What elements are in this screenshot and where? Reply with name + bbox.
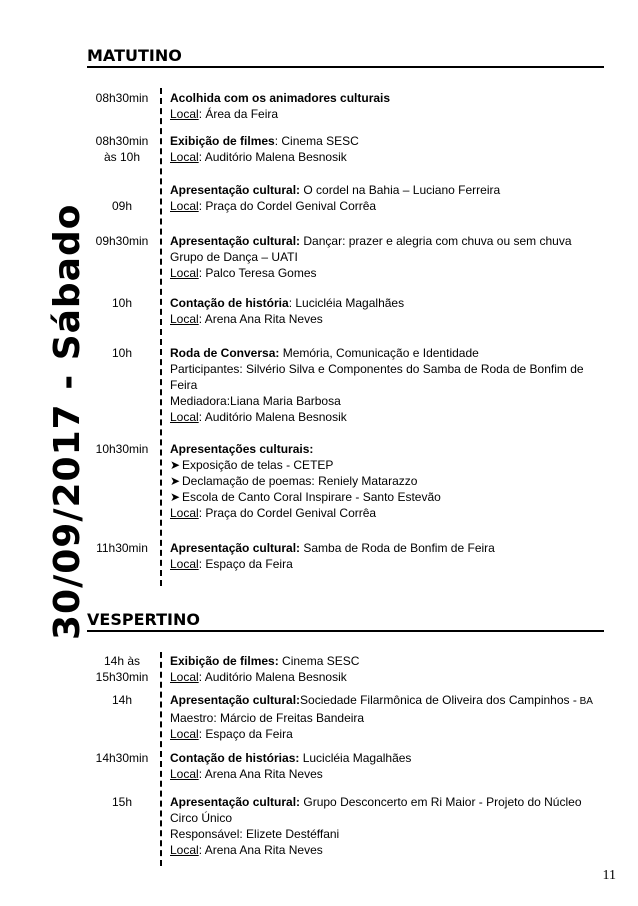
section-heading-text: VESPERTINO [87,610,200,629]
section-heading-morning [87,48,604,68]
entry-location-line [170,669,605,685]
entry-detail: Sociedade Filarmônica de Oliveira dos Campinhos - [300,693,577,707]
entry-location-line [170,726,605,742]
entry-detail: Cinema SESC [278,654,360,668]
location-value: : Auditório Malena Besnosik [198,410,347,424]
location-value: : Arena Ana Rita Neves [198,767,323,781]
schedule-entry [170,133,605,165]
section-heading-afternoon [87,612,604,632]
location-value: : Espaço da Feira [198,727,293,741]
schedule-entry [170,750,605,782]
location-label: Local [170,727,199,741]
arrow-bullet-icon: ➤ [170,490,181,504]
location-value: : Praça do Cordel Genival Corrêa [198,199,377,213]
time-line: 15h [111,795,133,809]
schedule-time [86,750,158,766]
entry-title: Apresentação cultural: [170,183,301,197]
bullet-item [170,489,605,505]
entry-location-line [170,556,605,572]
entry-detail-line: Participantes: Silvério Silva e Componentes do Samba de Roda de Bonfim de [170,362,584,376]
entry-detail-line: Circo Único [170,811,233,825]
location-label: Local [170,767,199,781]
bullet-text: Declamação de poemas: Reniely Matarazzo [182,474,418,488]
location-label: Local [170,199,199,213]
entry-title: Exibição de filmes [170,134,275,148]
schedule-entry [170,692,605,742]
entry-title-line [170,441,605,457]
schedule-entry [170,540,605,572]
entry-title: Contação de histórias: [170,751,300,765]
entry-title-line [170,692,605,710]
schedule-divider-line [160,652,162,866]
time-line: 09h [111,199,133,213]
entry-location-line [170,311,605,327]
entry-detail: Samba de Roda de Bonfim de Feira [300,541,495,555]
entry-location-line [170,149,605,165]
time-line: 10h [111,346,133,360]
location-label: Local [170,557,199,571]
entry-title-line [170,182,605,198]
schedule-time [86,295,158,311]
location-label: Local [170,107,199,121]
entry-title-line [170,90,605,106]
entry-detail: Memória, Comunicação e Identidade [279,346,479,360]
entry-detail-suffix: BA [576,696,593,707]
entry-detail: : Lucicléia Magalhães [288,296,405,310]
location-value: : Palco Teresa Gomes [198,266,317,280]
rotated-date-title: 30/09/2017 - Sábado [47,203,88,640]
time-line: 09h30min [95,234,149,248]
location-label: Local [170,410,199,424]
entry-title-line [170,295,605,311]
schedule-time [86,90,158,106]
schedule-time [86,692,158,708]
time-line: 08h30min [95,91,149,105]
schedule-entry [170,794,605,858]
page-number: 11 [602,868,616,883]
entry-detail: Dançar: prazer e alegria com chuva ou sem chuva [300,234,572,248]
entry-location-line [170,766,605,782]
time-line: 14h [111,693,133,707]
entry-detail-line: Feira [170,378,198,392]
entry-title: Contação de história [170,296,289,310]
entry-detail-line: Responsável: Elizete Destéffani [170,827,340,841]
time-line: 14h às [103,654,141,668]
bullet-item [170,457,605,473]
entry-detail: Lucicléia Magalhães [299,751,412,765]
time-line: 10h [111,296,133,310]
entry-detail-line: Mediadora:Liana Maria Barbosa [170,394,341,408]
entry-title-line [170,653,605,669]
entry-detail-line: Maestro: Márcio de Freitas Bandeira [170,711,365,725]
entry-title: Roda de Conversa: [170,346,280,360]
time-line: 11h30min [96,541,148,555]
schedule-time [86,794,158,810]
time-line: 14h30min [95,751,149,765]
location-label: Local [170,670,199,684]
arrow-bullet-icon: ➤ [170,458,181,472]
entry-title-line [170,750,605,766]
entry-title: Apresentação cultural: [170,541,301,555]
schedule-entry [170,345,605,425]
entry-detail: Grupo Desconcerto em Ri Maior - Projeto do Núcleo [300,795,582,809]
time-line: 15h30min [95,670,149,684]
entry-title: Apresentação cultural: [170,234,301,248]
entry-title-line [170,133,605,149]
schedule-time [86,133,158,165]
schedule-time [86,540,158,556]
schedule-divider-line [160,88,162,586]
entry-detail: : Cinema SESC [274,134,359,148]
section-heading-text: MATUTINO [87,46,182,65]
schedule-entry [170,182,605,214]
entry-title-line [170,233,605,249]
bullet-text: Exposição de telas - CETEP [182,458,334,472]
location-value: : Espaço da Feira [198,557,293,571]
schedule-entry [170,653,605,685]
bullet-text: Escola de Canto Coral Inspirare - Santo Estevão [182,490,441,504]
entry-title: Apresentação cultural: [170,693,301,707]
time-line: às 10h [103,150,141,164]
entry-location-line [170,106,605,122]
schedule-time [86,233,158,249]
location-label: Local [170,150,199,164]
entry-title: Acolhida com os animadores culturais [170,91,391,105]
location-value: : Área da Feira [198,107,279,121]
entry-location-line [170,505,605,521]
time-line: 10h30min [95,442,149,456]
time-line: 08h30min [95,134,149,148]
schedule-entry [170,441,605,521]
schedule-time [86,198,158,214]
bullet-item [170,473,605,489]
location-label: Local [170,312,199,326]
entry-detail-line: Grupo de Dança – UATI [170,250,298,264]
location-value: : Praça do Cordel Genival Corrêa [198,506,377,520]
location-label: Local [170,266,199,280]
schedule-entry [170,90,605,122]
schedule-entry [170,295,605,327]
schedule-entry [170,233,605,281]
location-label: Local [170,843,199,857]
entry-location-line [170,842,605,858]
schedule-time [86,653,158,685]
entry-location-line [170,198,605,214]
location-value: : Auditório Malena Besnosik [198,150,347,164]
entry-title: Exibição de filmes: [170,654,279,668]
location-value: : Arena Ana Rita Neves [198,843,323,857]
location-value: : Auditório Malena Besnosik [198,670,347,684]
schedule-time [86,441,158,457]
arrow-bullet-icon: ➤ [170,474,181,488]
entry-title-line [170,345,605,361]
entry-title-line [170,794,605,810]
entry-title: Apresentação cultural: [170,795,301,809]
entry-title-line [170,540,605,556]
location-label: Local [170,506,199,520]
entry-location-line [170,265,605,281]
entry-location-line [170,409,605,425]
entry-title: Apresentações culturais: [170,442,314,456]
schedule-time [86,345,158,361]
entry-detail: O cordel na Bahia – Luciano Ferreira [300,183,501,197]
location-value: : Arena Ana Rita Neves [198,312,323,326]
